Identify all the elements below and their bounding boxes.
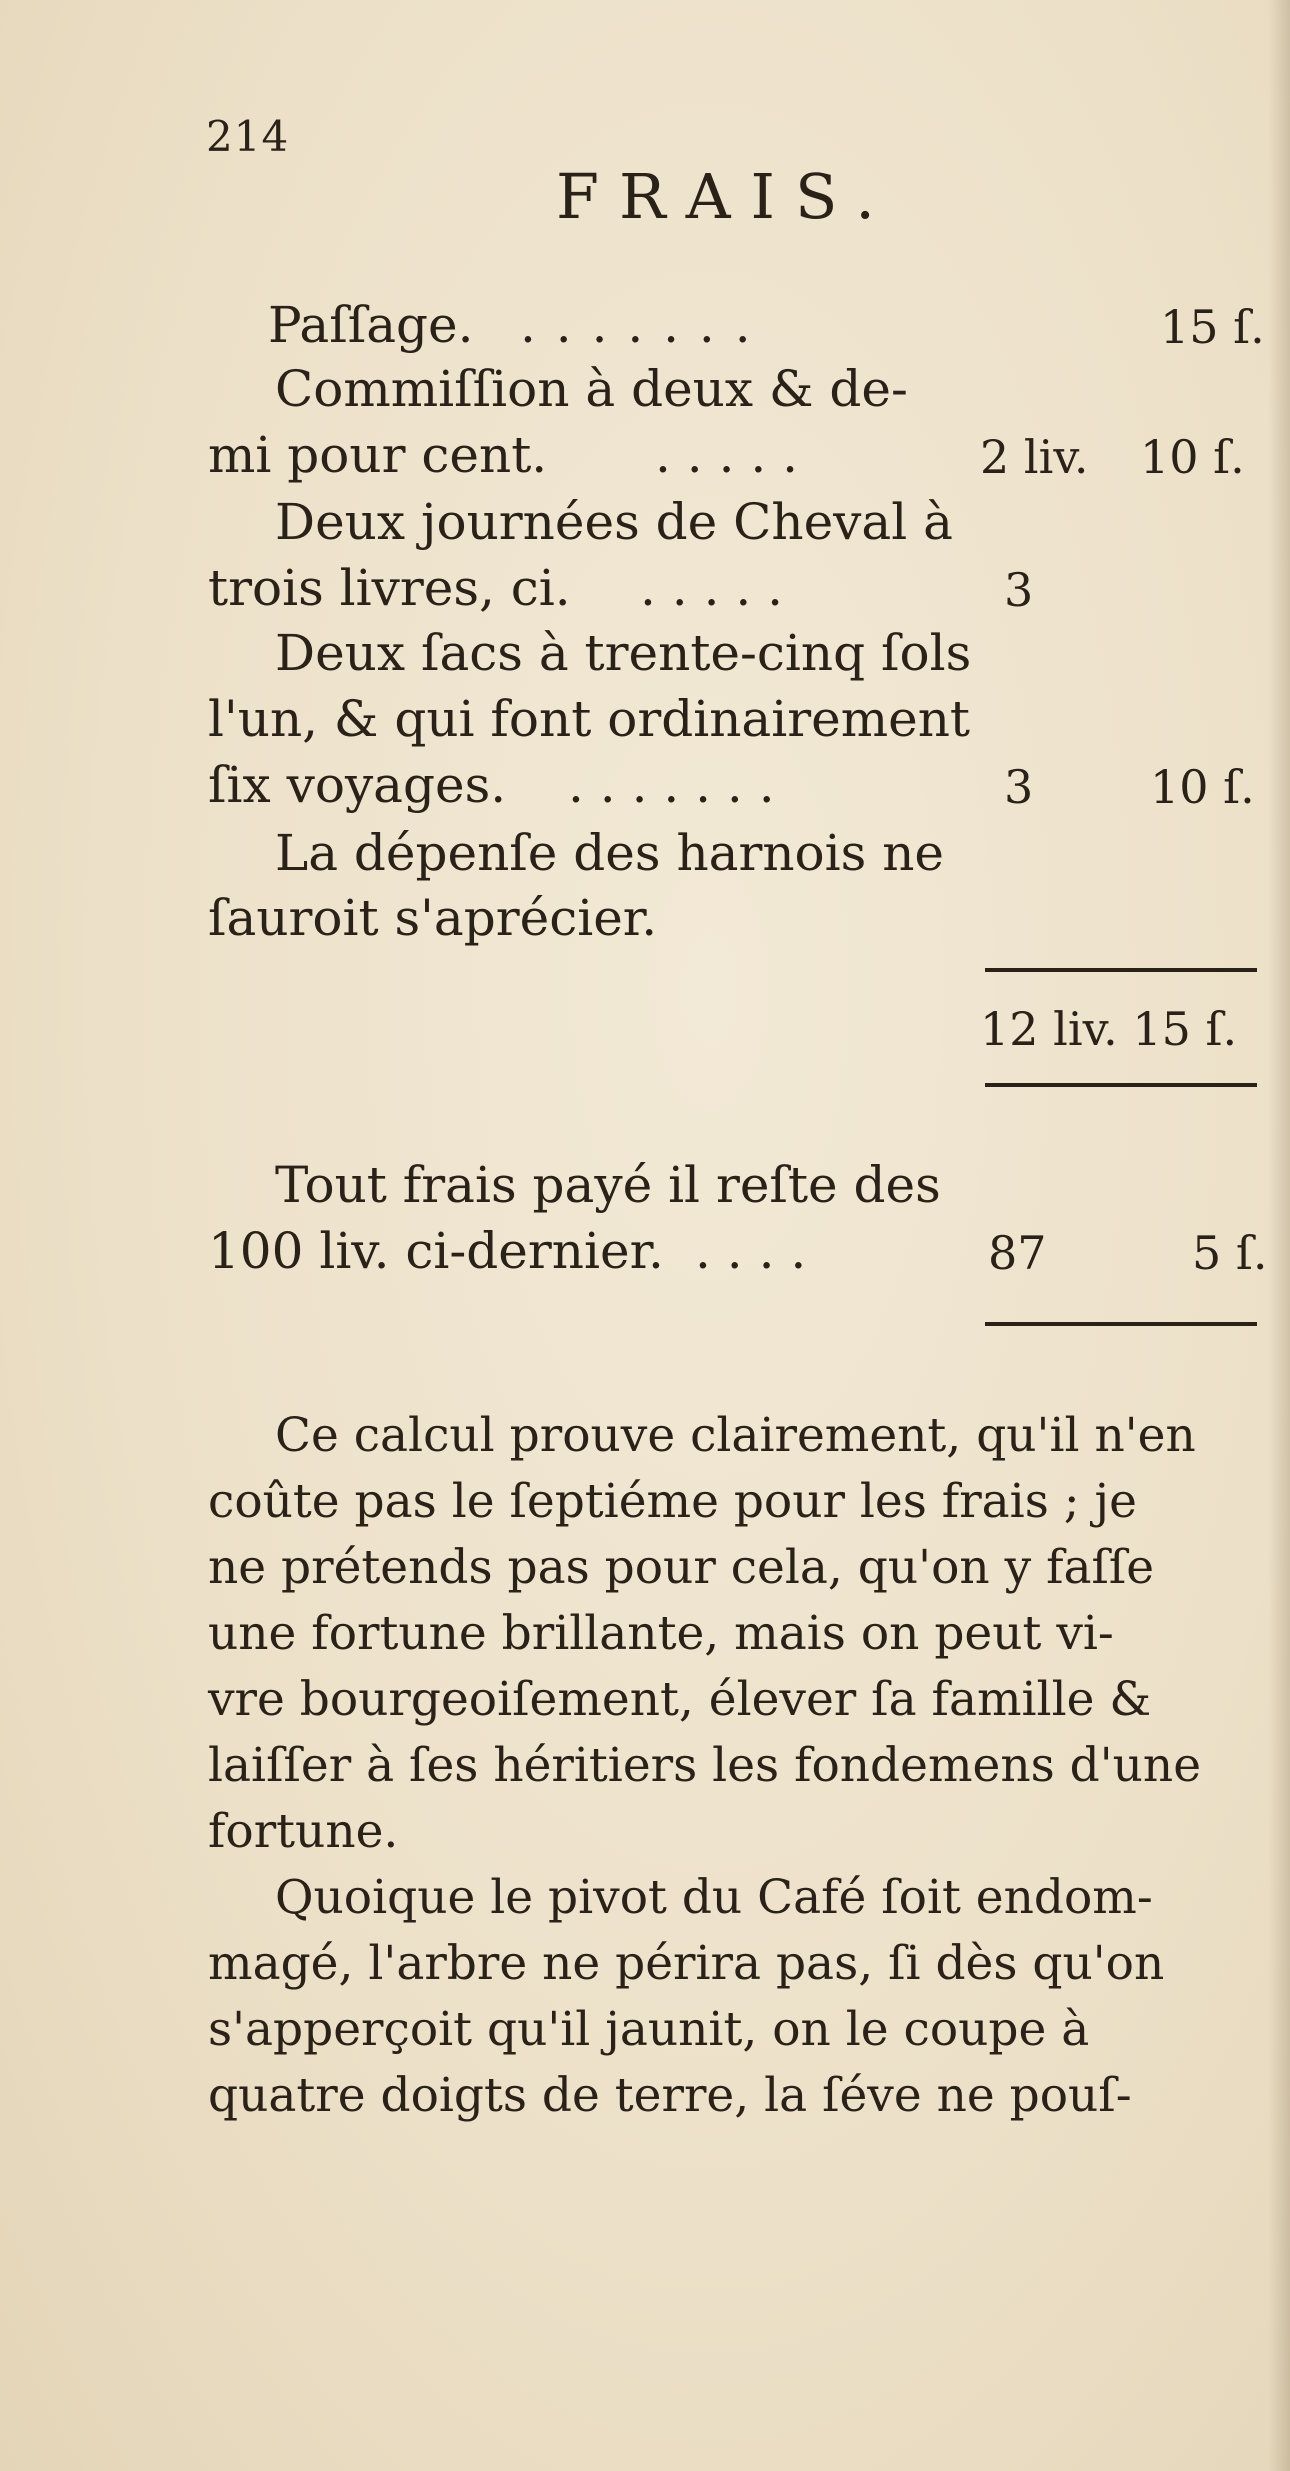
commission-sols: 10 ſ. [1140, 430, 1245, 484]
paragraph-1-line-5: vre bourgeoiſement, élever ſa famille & [208, 1672, 1152, 1727]
paragraph-1-line-4: une fortune brillante, mais on peut vi- [208, 1606, 1114, 1661]
remainder-line-2: 100 liv. ci-dernier. [208, 1222, 664, 1280]
paragraph-1-line-1: Ce calcul prouve clairement, qu'il n'en [275, 1408, 1196, 1463]
sacs-livres: 3 [1004, 760, 1034, 814]
commission-livres: 2 liv. [980, 430, 1089, 484]
paragraph-1-line-3: ne prétends pas pour cela, qu'on y faſſe [208, 1540, 1155, 1595]
paragraph-2-line-2: magé, l'arbre ne périra pas, ſi dès qu'on [208, 1936, 1165, 1991]
commission-leaders: . . . . . [655, 426, 799, 484]
remainder-sols: 5 ſ. [1192, 1226, 1268, 1280]
paragraph-1-line-6: laiſſer à ſes héritiers les fondemens d'une [208, 1738, 1202, 1793]
sacs-leaders: . . . . . . . [568, 756, 775, 814]
remainder-line-1: Tout frais payé il reſte des [275, 1156, 941, 1214]
paragraph-1-line-7: fortune. [208, 1804, 399, 1859]
page-edge-shadow [1268, 0, 1290, 2471]
total-rule-bottom [985, 1083, 1257, 1087]
harnois-line-1: La dépenſe des harnois ne [275, 824, 944, 882]
sacs-line-2: l'un, & qui font ordinairement [208, 690, 971, 748]
cheval-line-1: Deux journées de Cheval à [275, 493, 953, 551]
total-rule-top [985, 968, 1257, 972]
cheval-line-2: trois livres, ci. [208, 559, 571, 617]
paragraph-1-line-2: coûte pas le ſeptiéme pour les frais ; je [208, 1474, 1137, 1529]
remainder-rule [985, 1322, 1257, 1326]
remainder-leaders: . . . . [695, 1222, 807, 1280]
passage-sols: 15 ſ. [1160, 300, 1265, 354]
paragraph-2-line-1: Quoique le pivot du Café ſoit endom- [275, 1870, 1153, 1925]
sacs-line-1: Deux ſacs à trente-cinq ſols [275, 624, 972, 682]
passage-label: Paſſage. [268, 296, 474, 354]
paragraph-2-line-3: s'apperçoit qu'il jaunit, on le coupe à [208, 2002, 1090, 2057]
running-head: FRAIS. [556, 160, 895, 233]
commission-line-1: Commiſſion à deux & de- [275, 360, 908, 418]
cheval-livres: 3 [1004, 563, 1034, 617]
sacs-line-3: ſix voyages. [208, 756, 507, 814]
cheval-leaders: . . . . . [640, 559, 784, 617]
sacs-sols: 10 ſ. [1150, 760, 1255, 814]
passage-leaders: . . . . . . . [520, 296, 753, 354]
harnois-line-2: ſauroit s'aprécier. [208, 889, 658, 947]
commission-line-2: mi pour cent. [208, 426, 548, 484]
total-amount: 12 liv. 15 ſ. [980, 1002, 1238, 1056]
paragraph-2-line-4: quatre doigts de terre, la ſéve ne pouſ- [208, 2068, 1132, 2123]
page-number: 214 [206, 112, 290, 161]
remainder-livres: 87 [988, 1226, 1047, 1280]
